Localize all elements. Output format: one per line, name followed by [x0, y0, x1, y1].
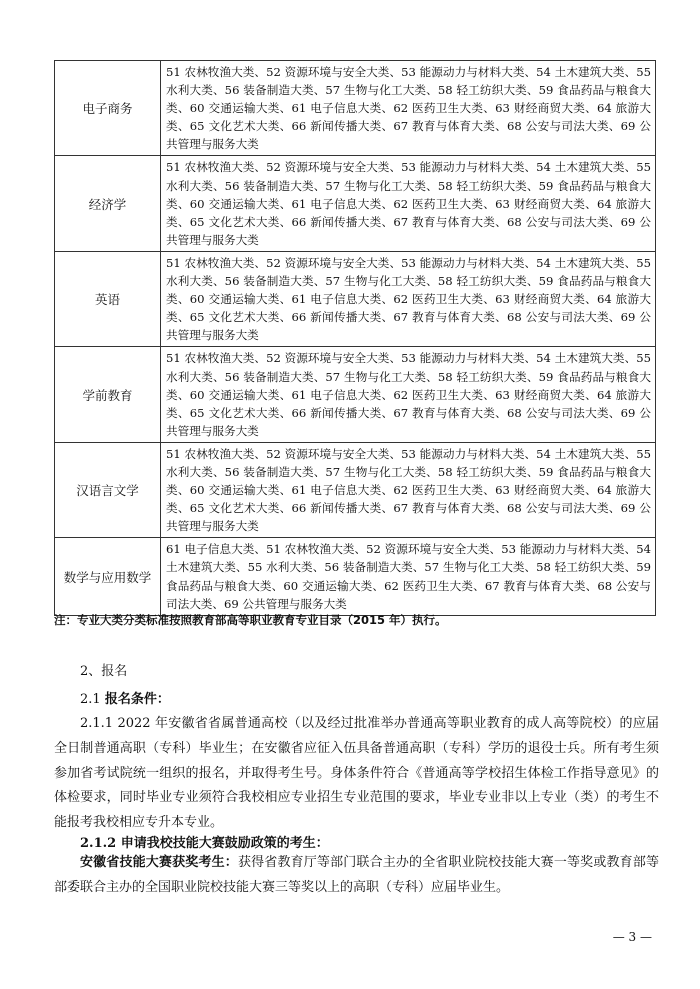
skills-contest-heading: 2.1.2 申请我校技能大赛鼓励政策的考生： [80, 836, 329, 851]
paragraph-lead: 安徽省技能大赛获奖考生： [80, 855, 238, 870]
allowed-categories: 51 农林牧渔大类、52 资源环境与安全大类、53 能源动力与材料大类、54 土木建筑大类、55 水利大类、56 装备制造大类、57 生物与化工大类、58 轻工纺织大类、59 食品药品与粮食大类、60 交通运输大类、61 电子信息大类、62 医药卫生大类、63 财经商贸大类、64 旅游大类、65 文化艺术大类、66 新闻传播大类、67 教育与体育大类、68 公安与司法大类、69 公共管理与服务大类 [161, 442, 656, 537]
allowed-categories: 51 农林牧渔大类、52 资源环境与安全大类、53 能源动力与材料大类、54 土木建筑大类、55 水利大类、56 装备制造大类、57 生物与化工大类、58 轻工纺织大类、59 食品药品与粮食大类、60 交通运输大类、61 电子信息大类、62 医药卫生大类、63 财经商贸大类、64 旅游大类、65 文化艺术大类、66 新闻传播大类、67 教育与体育大类、68 公安与司法大类、69 公共管理与服务大类 [161, 251, 656, 346]
eligibility-paragraph: 2.1.1 2022 年安徽省省属普通高校（以及经过批准举办普通高等职业教育的成人高等院校）的应届全日制普通高职（专科）毕业生；在安徽省应征入伍具备普通高职（专科）学历的退役士兵。所有考生须参加省考试院统一组织的报名，并取得考生号。身体条件符合《普通高等学校招生体检工作指导意见》的体检要求，同时毕业专业须符合我校相应专业招生专业范围的要求，毕业专业非以上专业（类）的考生不能报考我校相应专升本专业。 [54, 716, 659, 831]
table-row [55, 347, 656, 442]
majors-table [54, 60, 656, 616]
major-name: 数学与应用数学 [55, 538, 161, 615]
allowed-categories: 51 农林牧渔大类、52 资源环境与安全大类、53 能源动力与材料大类、54 土木建筑大类、55 水利大类、56 装备制造大类、57 生物与化工大类、58 轻工纺织大类、59 食品药品与粮食大类、60 交通运输大类、61 电子信息大类、62 医药卫生大类、63 财经商贸大类、64 旅游大类、65 文化艺术大类、66 新闻传播大类、67 教育与体育大类、68 公安与司法大类、69 公共管理与服务大类 [161, 156, 656, 251]
subsection-number: 2.1 [80, 692, 101, 707]
paragraph-body: 获得省教育厅等部门联合主办的全省职业院校技能大赛一等奖或教育部等部委联合主办的全国职业院校技能大赛三等奖以上的高职（专科）应届毕业生。 [54, 855, 659, 895]
major-name: 电子商务 [55, 61, 161, 156]
table-row [55, 251, 656, 346]
table-row [55, 61, 656, 156]
subsection-title: 报名条件： [104, 692, 170, 707]
major-name: 汉语言文学 [55, 442, 161, 537]
subsection-heading [80, 688, 660, 707]
table-row [55, 442, 656, 537]
allowed-categories: 61 电子信息大类、51 农林牧渔大类、52 资源环境与安全大类、53 能源动力与材料大类、54 土木建筑大类、55 水利大类、56 装备制造大类、57 生物与化工大类、58 轻工纺织大类、59 食品药品与粮食大类、60 交通运输大类、62 医药卫生大类、67 教育与体育大类、68 公安与司法大类、69 公共管理与服务大类 [161, 538, 656, 615]
table-row [55, 156, 656, 251]
major-name: 经济学 [55, 156, 161, 251]
allowed-categories: 51 农林牧渔大类、52 资源环境与安全大类、53 能源动力与材料大类、54 土木建筑大类、55 水利大类、56 装备制造大类、57 生物与化工大类、58 轻工纺织大类、59 食品药品与粮食大类、60 交通运输大类、61 电子信息大类、62 医药卫生大类、63 财经商贸大类、64 旅游大类、65 文化艺术大类、66 新闻传播大类、67 教育与体育大类、68 公安与司法大类、69 公共管理与服务大类 [161, 347, 656, 442]
page-number: — 3 — [612, 930, 652, 944]
skills-contest-paragraph [54, 851, 659, 900]
allowed-categories: 51 农林牧渔大类、52 资源环境与安全大类、53 能源动力与材料大类、54 土木建筑大类、55 水利大类、56 装备制造大类、57 生物与化工大类、58 轻工纺织大类、59 食品药品与粮食大类、60 交通运输大类、61 电子信息大类、62 医药卫生大类、63 财经商贸大类、64 旅游大类、65 文化艺术大类、66 新闻传播大类、67 教育与体育大类、68 公安与司法大类、69 公共管理与服务大类 [161, 61, 656, 156]
table-note: 注：专业大类分类标准按照教育部高等职业教育专业目录（2015 年）执行。 [54, 613, 447, 627]
major-name: 英语 [55, 251, 161, 346]
table-row [55, 538, 656, 615]
section-heading: 2、报名 [80, 664, 128, 679]
major-name: 学前教育 [55, 347, 161, 442]
